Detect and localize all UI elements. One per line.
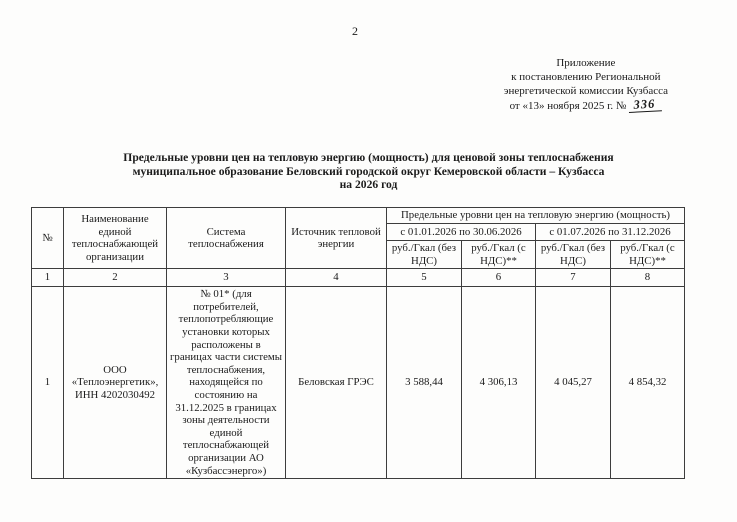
price-limits-table [31,207,685,479]
cell-price-h2-vat: 4 854,32 [611,287,685,479]
header-source: Источник тепловой энергии [286,208,387,269]
cell-price-h1-no-vat: 3 588,44 [387,287,462,479]
appendix-line-2: к постановлению Региональной [511,71,661,83]
header-unit-p2-vat: руб./Гкал (с НДС)** [611,241,685,269]
header-period-2: с 01.07.2026 по 31.12.2026 [536,224,685,241]
colnum-1: 1 [32,269,64,287]
page-number: 2 [352,24,358,38]
cell-row-number: 1 [32,287,64,479]
cell-price-h1-vat: 4 306,13 [462,287,536,479]
cell-organization: ООО «Теплоэнергетик», ИНН 4202030492 [64,287,167,479]
appendix-line-1: Приложение [556,57,616,69]
colnum-7: 7 [536,269,611,287]
header-price-group: Предельные уровни цен на тепловую энергию (мощность) [387,208,685,224]
header-unit-p1-vat: руб./Гкал (с НДС)** [462,241,536,269]
table-row [32,287,685,479]
colnum-5: 5 [387,269,462,287]
appendix-block [504,56,668,113]
cell-system: № 01* (для потребителей, теплопотребляющие установки которых расположены в границах части системы теплоснабжения, находящейся по состоянию на 31.12.2025 в границах зоны деятельности единой теплоснабжающей организации АО «Кузбассэнерго») [167,287,286,479]
appendix-line-4 [504,98,668,113]
appendix-date-prefix: от «13» ноября 2025 г. № [509,100,627,112]
header-organization: Наименование единой теплоснабжающей организации [64,208,167,269]
header-unit-p1-no-vat: руб./Гкал (без НДС) [387,241,462,269]
appendix-line-3: энергетической комиссии Кузбасса [503,85,668,97]
header-period-1: с 01.01.2026 по 30.06.2026 [387,224,536,241]
colnum-6: 6 [462,269,536,287]
header-row-group [32,208,685,224]
colnum-4: 4 [286,269,387,287]
handwritten-document-number: 336 [629,96,662,113]
colnum-3: 3 [167,269,286,287]
cell-source: Беловская ГРЭС [286,287,387,479]
header-no: № [32,208,64,269]
document-title [0,151,737,192]
header-system: Система теплоснабжения [167,208,286,269]
colnum-2: 2 [64,269,167,287]
colnum-8: 8 [611,269,685,287]
header-unit-p2-no-vat: руб./Гкал (без НДС) [536,241,611,269]
title-line-3: на 2026 год [339,178,398,191]
title-line-1: Предельные уровни цен на тепловую энергию (мощность) для ценовой зоны теплоснабжения [123,151,614,164]
column-numbers-row [32,269,685,287]
cell-price-h2-no-vat: 4 045,27 [536,287,611,479]
title-line-2: муниципальное образование Беловский городской округ Кемеровской области – Кузбасса [132,164,605,178]
